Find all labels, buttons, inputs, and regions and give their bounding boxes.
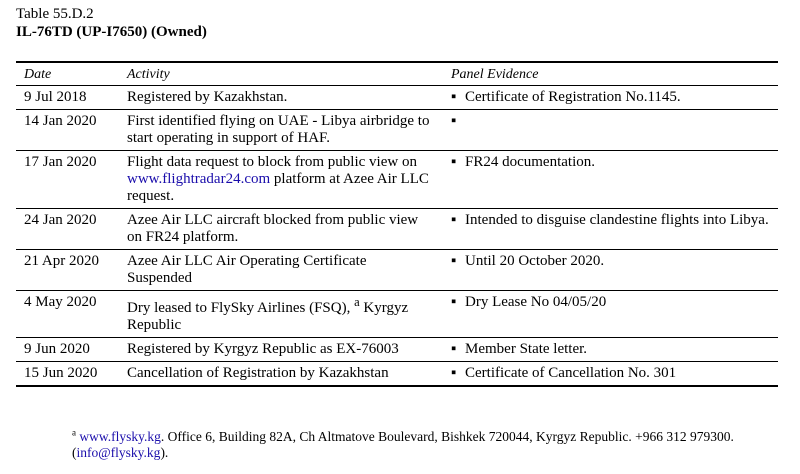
- flightradar24-link[interactable]: www.flightradar24.com: [127, 171, 271, 187]
- cell-evidence: [443, 338, 778, 362]
- cell-evidence: [443, 362, 778, 387]
- cell-date: 17 Jan 2020: [16, 151, 119, 209]
- evidence-text: Dry Lease No 04/05/20: [465, 294, 607, 310]
- table-row: [16, 110, 778, 151]
- table-title: IL-76TD (UP-I7650) (Owned): [16, 24, 207, 40]
- cell-activity: Registered by Kazakhstan.: [119, 86, 443, 110]
- header-activity: Activity: [119, 62, 443, 86]
- cell-date: 14 Jan 2020: [16, 110, 119, 151]
- bullet-icon: ▪: [451, 253, 457, 269]
- table-row: [16, 291, 778, 338]
- evidence-text: Intended to disguise clandestine flights into Libya.: [465, 212, 769, 228]
- footnote-text: . Office 6, Building 82A, Ch Altmatove Boulevard, Bishkek 720044, Kyrgyz Republic. +966 312 979300. (: [72, 429, 734, 460]
- cell-activity: [119, 151, 443, 209]
- evidence-text: Until 20 October 2020.: [465, 253, 605, 269]
- table-caption: [16, 5, 207, 41]
- cell-evidence: [443, 151, 778, 209]
- activity-text: Dry leased to FlySky Airlines (FSQ),: [127, 300, 355, 316]
- activity-text: Kyrgyz Republic: [127, 300, 409, 333]
- cell-date: 9 Jun 2020: [16, 338, 119, 362]
- footnote: [72, 429, 752, 461]
- bullet-icon: ▪: [451, 341, 457, 357]
- header-panel-evidence: Panel Evidence: [443, 62, 778, 86]
- footnote-marker: a: [72, 427, 76, 438]
- bullet-icon: ▪: [451, 154, 457, 170]
- cell-date: 21 Apr 2020: [16, 250, 119, 291]
- activity-text: Flight data request to block from public view on: [127, 154, 417, 170]
- table-label: Table 55.D.2: [16, 6, 94, 22]
- bullet-icon: ▪: [451, 365, 457, 381]
- bullet-icon: ▪: [451, 113, 457, 129]
- cell-date: 24 Jan 2020: [16, 209, 119, 250]
- evidence-text: FR24 documentation.: [465, 154, 595, 170]
- cell-activity: [119, 291, 443, 338]
- cell-activity: First identified flying on UAE - Libya airbridge to start operating in support of HAF.: [119, 110, 443, 151]
- cell-evidence: [443, 110, 778, 151]
- cell-activity: Registered by Kyrgyz Republic as EX-76003: [119, 338, 443, 362]
- cell-activity: Azee Air LLC Air Operating Certificate Suspended: [119, 250, 443, 291]
- activity-table: [16, 61, 778, 387]
- table-row: [16, 338, 778, 362]
- flysky-email-link[interactable]: info@flysky.kg: [76, 445, 161, 460]
- cell-date: 15 Jun 2020: [16, 362, 119, 387]
- evidence-text: Certificate of Cancellation No. 301: [465, 365, 677, 381]
- footnote-end: ).: [160, 445, 169, 460]
- evidence-text: Certificate of Registration No.1145.: [465, 89, 681, 105]
- footnote-marker: a: [354, 295, 360, 309]
- cell-date: 9 Jul 2018: [16, 86, 119, 110]
- table-header-row: [16, 62, 778, 86]
- table-row: [16, 250, 778, 291]
- cell-activity: Azee Air LLC aircraft blocked from public view on FR24 platform.: [119, 209, 443, 250]
- bullet-icon: ▪: [451, 212, 457, 228]
- activity-text: platform at Azee Air LLC request.: [127, 171, 429, 204]
- cell-evidence: [443, 250, 778, 291]
- bullet-icon: ▪: [451, 294, 457, 310]
- cell-evidence: [443, 291, 778, 338]
- table-row: [16, 151, 778, 209]
- table-row: [16, 362, 778, 387]
- evidence-text: Member State letter.: [465, 341, 588, 357]
- table-row: [16, 209, 778, 250]
- cell-activity: Cancellation of Registration by Kazakhstan: [119, 362, 443, 387]
- bullet-icon: ▪: [451, 89, 457, 105]
- cell-evidence: [443, 86, 778, 110]
- table-row: [16, 86, 778, 110]
- cell-date: 4 May 2020: [16, 291, 119, 338]
- cell-evidence: [443, 209, 778, 250]
- header-date: Date: [16, 62, 119, 86]
- flysky-website-link[interactable]: www.flysky.kg: [79, 429, 161, 444]
